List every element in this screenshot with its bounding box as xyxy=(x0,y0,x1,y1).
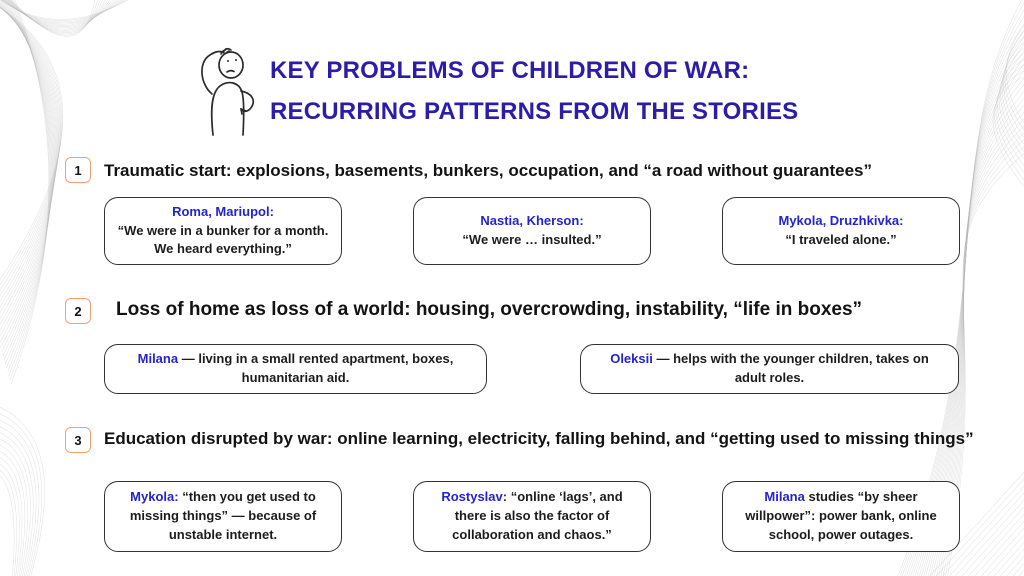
quote-text: studies “by sheer willpower”: power bank, online school, power outages. xyxy=(745,489,937,542)
page-title xyxy=(270,57,798,126)
quote-text: “online ‘lags’, and there is also the factor of collaboration and chaos.” xyxy=(452,489,623,542)
person-name: Oleksii xyxy=(610,351,653,367)
quote-card-milana-housing xyxy=(104,344,487,394)
section-3-number-badge: 3 xyxy=(65,427,91,453)
person-name: Milana xyxy=(764,489,805,505)
quote-text: “I traveled alone.” xyxy=(785,232,897,247)
quote-card-milana-school xyxy=(722,481,960,552)
person-name: Nastia, Kherson: xyxy=(480,213,584,229)
person-name: Mykola, Druzhkivka: xyxy=(778,213,904,229)
quote-text: “We were in a bunker for a month. We heard everything.” xyxy=(117,222,329,257)
person-name: Milana xyxy=(137,351,179,367)
section-3-heading: Education disrupted by war: online learning, electricity, falling behind, and “getting used to missing things” xyxy=(104,429,974,448)
quote-text: — living in a small rented apartment, boxes, humanitarian aid. xyxy=(181,351,454,385)
quote-text: “then you get used to missing things” — because of unstable internet. xyxy=(129,489,317,542)
quote-text: “We were … insulted.” xyxy=(462,232,602,247)
quote-card-mykola-internet xyxy=(104,481,342,552)
section-1-number-badge: 1 xyxy=(65,157,91,183)
quote-card-oleksii xyxy=(580,344,959,394)
person-name: Rostyslav: xyxy=(441,489,508,505)
quote-card-mykola-druzhkivka xyxy=(722,197,960,265)
section-2-heading: Loss of home as loss of a world: housing, overcrowding, instability, “life in boxes” xyxy=(116,299,863,320)
section-2-number-badge: 2 xyxy=(65,298,91,324)
quote-card-nastia xyxy=(413,197,651,265)
person-name: Roma, Mariupol: xyxy=(172,203,274,219)
quote-text: — helps with the younger children, takes on adult roles. xyxy=(656,351,929,385)
page-title-line-2: RECURRING PATTERNS FROM THE STORIES xyxy=(270,98,799,125)
confused-person-doodle-icon xyxy=(197,44,259,139)
page-title-line-1: KEY PROBLEMS OF CHILDREN OF WAR: xyxy=(270,57,750,84)
person-name: Mykola: xyxy=(130,489,179,505)
quote-card-rostyslav xyxy=(413,481,651,552)
section-1-heading: Traumatic start: explosions, basements, bunkers, occupation, and “a road without guarantees” xyxy=(104,161,873,180)
quote-card-roma xyxy=(104,197,342,265)
